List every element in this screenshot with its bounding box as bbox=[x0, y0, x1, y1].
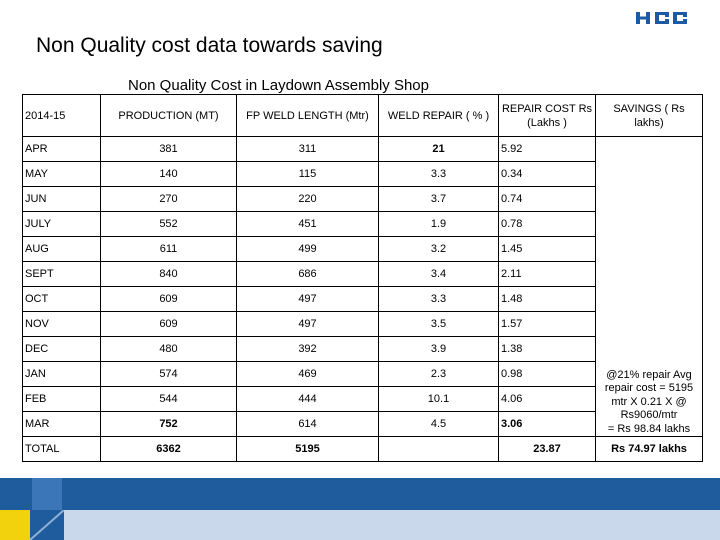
production-cell: 840 bbox=[101, 262, 237, 287]
repair-cost-cell: 0.74 bbox=[499, 187, 596, 212]
production-cell: 140 bbox=[101, 162, 237, 187]
repair-cost-cell: 0.78 bbox=[499, 212, 596, 237]
weld-length-cell: 444 bbox=[237, 387, 379, 412]
month-cell: JULY bbox=[23, 212, 101, 237]
repair-cost-cell: 1.45 bbox=[499, 237, 596, 262]
production-cell: 552 bbox=[101, 212, 237, 237]
weld-repair-cell: 3.4 bbox=[379, 262, 499, 287]
weld-repair-cell: 10.1 bbox=[379, 387, 499, 412]
table-title: Non Quality Cost in Laydown Assembly Shop bbox=[128, 77, 429, 94]
weld-length-cell: 392 bbox=[237, 337, 379, 362]
savings-note-line: @21% repair Avg bbox=[606, 368, 692, 381]
repair-cost-cell: 1.57 bbox=[499, 312, 596, 337]
savings-note-line: mtr X 0.21 X @ bbox=[611, 395, 687, 408]
repair-cost-cell: 3.06 bbox=[499, 412, 596, 437]
repair-cost-cell: 1.48 bbox=[499, 287, 596, 312]
column-header-repair-cost: REPAIR COST Rs (Lakhs ) bbox=[499, 95, 596, 137]
weld-length-cell: 686 bbox=[237, 262, 379, 287]
production-cell: 611 bbox=[101, 237, 237, 262]
production-cell: 609 bbox=[101, 312, 237, 337]
savings-note-cell bbox=[596, 137, 703, 437]
total-weld-repair bbox=[379, 437, 499, 462]
weld-length-cell: 497 bbox=[237, 287, 379, 312]
weld-repair-cell: 21 bbox=[379, 137, 499, 162]
column-header-year: 2014-15 bbox=[23, 95, 101, 137]
weld-length-cell: 115 bbox=[237, 162, 379, 187]
total-weld-length: 5195 bbox=[237, 437, 379, 462]
total-repair-cost: 23.87 bbox=[499, 437, 596, 462]
production-cell: 381 bbox=[101, 137, 237, 162]
total-row bbox=[23, 437, 703, 462]
column-header-weld-length: FP WELD LENGTH (Mtr) bbox=[237, 95, 379, 137]
month-cell: JUN bbox=[23, 187, 101, 212]
weld-repair-cell: 3.7 bbox=[379, 187, 499, 212]
weld-repair-cell: 3.2 bbox=[379, 237, 499, 262]
footer-yellow-block bbox=[0, 510, 30, 540]
weld-length-cell: 451 bbox=[237, 212, 379, 237]
savings-note-line: repair cost = 5195 bbox=[604, 382, 694, 394]
month-cell: MAR bbox=[23, 412, 101, 437]
month-cell: NOV bbox=[23, 312, 101, 337]
production-cell: 270 bbox=[101, 187, 237, 212]
hcc-logo bbox=[636, 8, 688, 28]
repair-cost-cell: 0.34 bbox=[499, 162, 596, 187]
table-header-row bbox=[23, 95, 703, 137]
weld-repair-cell: 3.9 bbox=[379, 337, 499, 362]
logo-text: HCC bbox=[636, 8, 639, 9]
total-savings: Rs 74.97 lakhs bbox=[596, 437, 703, 462]
month-cell: AUG bbox=[23, 237, 101, 262]
column-header-savings: SAVINGS ( Rs lakhs) bbox=[596, 95, 703, 137]
savings-note-line: = Rs 98.84 lakhs bbox=[607, 422, 691, 435]
non-quality-cost-table bbox=[22, 94, 703, 462]
production-cell: 544 bbox=[101, 387, 237, 412]
month-cell: SEPT bbox=[23, 262, 101, 287]
weld-length-cell: 220 bbox=[237, 187, 379, 212]
month-cell: FEB bbox=[23, 387, 101, 412]
weld-repair-cell: 3.5 bbox=[379, 312, 499, 337]
footer-pale-strip bbox=[64, 510, 720, 540]
weld-repair-cell: 4.5 bbox=[379, 412, 499, 437]
footer-band bbox=[0, 478, 720, 540]
production-cell: 480 bbox=[101, 337, 237, 362]
savings-note-line: Rs9060/mtr bbox=[620, 409, 678, 421]
repair-cost-cell: 2.11 bbox=[499, 262, 596, 287]
table-row bbox=[23, 137, 703, 162]
weld-length-cell: 499 bbox=[237, 237, 379, 262]
column-header-production: PRODUCTION (MT) bbox=[101, 95, 237, 137]
page-title: Non Quality cost data towards saving bbox=[36, 34, 383, 57]
footer-yellow-square bbox=[0, 478, 720, 510]
production-cell: 752 bbox=[101, 412, 237, 437]
weld-repair-cell: 3.3 bbox=[379, 162, 499, 187]
footer-light-block bbox=[32, 478, 62, 510]
weld-length-cell: 497 bbox=[237, 312, 379, 337]
repair-cost-cell: 4.06 bbox=[499, 387, 596, 412]
repair-cost-cell: 5.92 bbox=[499, 137, 596, 162]
weld-length-cell: 311 bbox=[237, 137, 379, 162]
month-cell: APR bbox=[23, 137, 101, 162]
repair-cost-cell: 1.38 bbox=[499, 337, 596, 362]
month-cell: MAY bbox=[23, 162, 101, 187]
column-header-weld-repair: WELD REPAIR ( % ) bbox=[379, 95, 499, 137]
month-cell: DEC bbox=[23, 337, 101, 362]
repair-cost-cell: 0.98 bbox=[499, 362, 596, 387]
month-cell: JAN bbox=[23, 362, 101, 387]
production-cell: 574 bbox=[101, 362, 237, 387]
total-production: 6362 bbox=[101, 437, 237, 462]
weld-repair-cell: 1.9 bbox=[379, 212, 499, 237]
production-cell: 609 bbox=[101, 287, 237, 312]
weld-repair-cell: 3.3 bbox=[379, 287, 499, 312]
weld-length-cell: 469 bbox=[237, 362, 379, 387]
month-cell: OCT bbox=[23, 287, 101, 312]
weld-repair-cell: 2.3 bbox=[379, 362, 499, 387]
total-label: TOTAL bbox=[23, 437, 101, 462]
weld-length-cell: 614 bbox=[237, 412, 379, 437]
footer-diagonal-icon bbox=[30, 510, 64, 540]
